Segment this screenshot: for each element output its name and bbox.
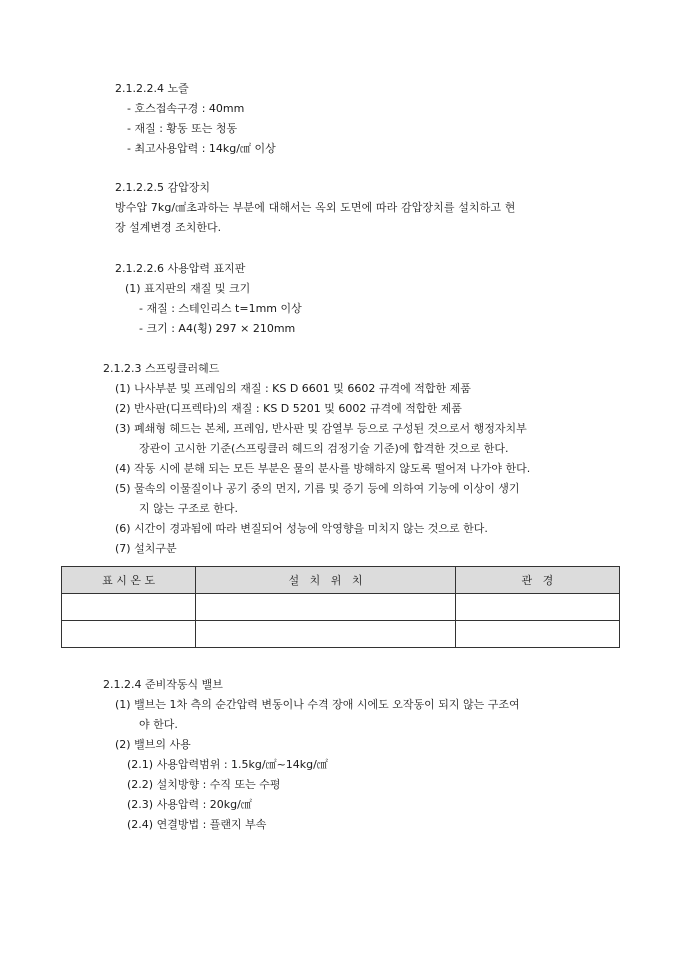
heading-pressure-reducer: 2.1.2.2.5 감압장치 (115, 181, 210, 194)
sprinkler-item: 지 않는 구조로 한다. (139, 502, 238, 515)
heading-nozzle: 2.1.2.2.4 노즐 (115, 82, 189, 95)
pressure-sign-item: - 크기 : A4(횡) 297 × 210mm (139, 322, 296, 335)
pressure-sign-item: - 재질 : 스테인리스 t=1mm 이상 (139, 302, 302, 315)
valve-item: (1) 밸브는 1차 측의 순간압력 변동이나 수격 장애 시에도 오작동이 되지 않는 구조여 (115, 698, 520, 711)
table-row (62, 594, 620, 621)
table-cell (196, 594, 455, 621)
nozzle-item: - 재질 : 황동 또는 청동 (127, 122, 238, 135)
valve-item: 야 한다. (139, 718, 178, 731)
pressure-reducer-body-1: 방수압 7kg/㎠초과하는 부분에 대해서는 옥외 도면에 따라 감압장치를 설치하고 현 (115, 201, 516, 214)
heading-preaction-valve: 2.1.2.4 준비작동식 밸브 (103, 678, 223, 691)
heading-pressure-sign: 2.1.2.2.6 사용압력 표지판 (115, 262, 246, 275)
table-cell (62, 621, 196, 648)
table-header-row (62, 567, 620, 594)
sprinkler-item: (7) 설치구분 (115, 542, 177, 555)
pressure-sign-sub: (1) 표지판의 재질 및 크기 (125, 282, 251, 295)
table-row (62, 621, 620, 648)
sprinkler-item: (2) 반사판(디프렉타)의 재질 : KS D 5201 및 6002 규격에 적합한 제품 (115, 402, 462, 415)
sprinkler-item: (1) 나사부분 및 프레임의 재질 : KS D 6601 및 6602 규격에 적합한 제품 (115, 382, 471, 395)
table-header-cell: 설 치 위 치 (196, 567, 455, 594)
sprinkler-item: (6) 시간이 경과됨에 따라 변질되어 성능에 악영향을 미치지 않는 것으로 한다. (115, 522, 488, 535)
table-cell (455, 621, 619, 648)
table-cell (62, 594, 196, 621)
table-header-cell: 표 시 온 도 (62, 567, 196, 594)
valve-item: (2.4) 연결방법 : 플랜지 부속 (127, 818, 267, 831)
installation-table (61, 566, 620, 648)
nozzle-item: - 최고사용압력 : 14kg/㎠ 이상 (127, 142, 276, 155)
valve-item: (2.2) 설치방향 : 수직 또는 수평 (127, 778, 281, 791)
valve-item: (2.1) 사용압력범위 : 1.5kg/㎠~14kg/㎠ (127, 758, 328, 771)
valve-item: (2.3) 사용압력 : 20kg/㎠ (127, 798, 252, 811)
heading-sprinkler-head: 2.1.2.3 스프링클러헤드 (103, 362, 220, 375)
table-cell (196, 621, 455, 648)
sprinkler-item: 장관이 고시한 기준(스프링클러 헤드의 검정기술 기준)에 합격한 것으로 한다. (139, 442, 509, 455)
sprinkler-item: (3) 폐쇄형 헤드는 본체, 프레임, 반사판 및 감열부 등으로 구성된 것으로서 행정자치부 (115, 422, 527, 435)
valve-item: (2) 밸브의 사용 (115, 738, 191, 751)
table-cell (455, 594, 619, 621)
sprinkler-item: (5) 물속의 이물질이나 공기 중의 먼지, 기름 및 증기 등에 의하여 기능에 이상이 생기 (115, 482, 520, 495)
nozzle-item: - 호스접속구경 : 40mm (127, 102, 245, 115)
pressure-reducer-body-2: 장 설계변경 조치한다. (115, 221, 222, 234)
sprinkler-item: (4) 작동 시에 분해 되는 모든 부분은 물의 분사를 방해하지 않도록 떨어져 나가야 한다. (115, 462, 531, 475)
table-header-cell: 관 경 (455, 567, 619, 594)
